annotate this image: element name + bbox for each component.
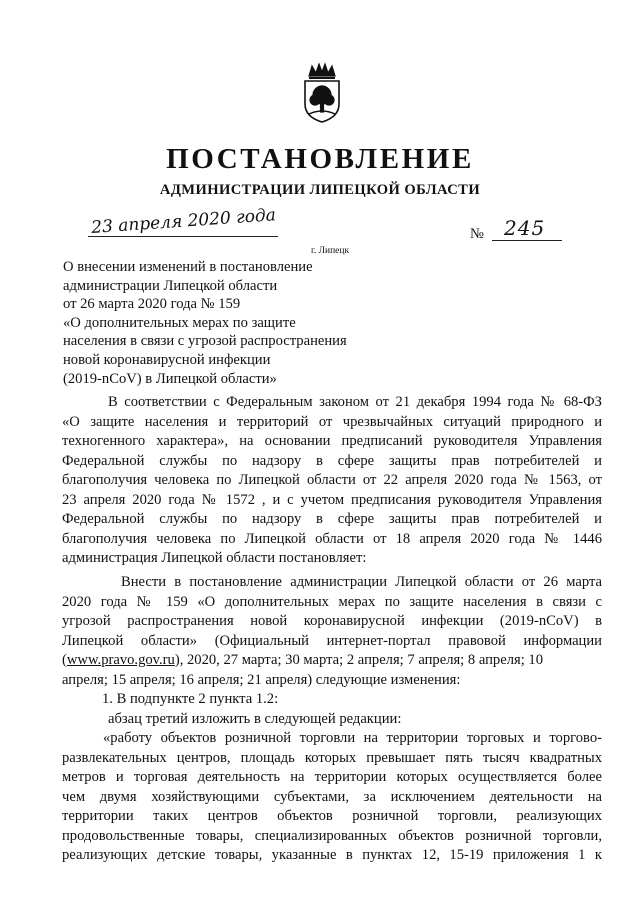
- preamble-line: администрация Липецкой области постановляет:: [62, 550, 367, 566]
- preamble-line: В соответствии с Федеральным законом от 21 декабря 1994 года № 68-ФЗ: [108, 394, 602, 410]
- subject-line: (2019-nCoV) в Липецкой области»: [63, 370, 277, 387]
- subject-line: населения в связи с угрозой распространения: [63, 333, 347, 350]
- subject-line: «О дополнительных мерах по защите: [63, 314, 296, 331]
- city-label: г. Липецк: [311, 246, 350, 256]
- quote-line: продовольственные товары, специализированных объектов розничной торговли,: [62, 827, 602, 844]
- subject-line: от 26 марта 2020 года № 159: [63, 296, 241, 313]
- decree-line: 2020 года № 159 «О дополнительных мерах по защите населения в связи с: [62, 593, 602, 610]
- quote-line: реализующих детские товары, указанные в пунктах 12, 15-19 приложения 1 к: [62, 847, 602, 863]
- document-subtitle: АДМИНИСТРАЦИИ ЛИПЕЦКОЙ ОБЛАСТИ: [159, 182, 481, 198]
- quote-line: чем двумя хозяйствующими субъектами, за исключением деятельности на: [62, 788, 602, 805]
- handwritten-date: 23 апреля 2020 года: [90, 205, 277, 238]
- item-instruction: абзац третий изложить в следующей редакции:: [108, 710, 402, 727]
- quote-line: развлекательных центров, площадь которых превышает пять тысяч квадратных: [62, 749, 602, 766]
- preamble-line: 23 апреля 2020 года № 1572 , и с учетом предписания руководителя Управления: [62, 491, 602, 508]
- number-sign: №: [470, 226, 484, 242]
- subject-line: администрации Липецкой области: [63, 277, 278, 294]
- preamble-line: благополучия человека по Липецкой области от 22 апреля 2020 года № 1563, от: [62, 472, 602, 488]
- preamble-paragraph: [62, 393, 602, 569]
- decree-line-part: [62, 651, 543, 671]
- decree-line-rest: ), 2020, 27 марта; 30 марта; 2 апреля; 7 апреля; 8 апреля; 10: [174, 652, 543, 668]
- pravo-gov-link[interactable]: www.pravo.gov.ru: [66, 652, 175, 668]
- handwritten-number: 245: [504, 216, 546, 240]
- coat-of-arms-icon: [299, 62, 345, 124]
- quote-line: территории таких центров объектов розничной торговли, реализующих: [62, 808, 602, 824]
- preamble-line: благополучия человека по Липецкой области от 18 апреля 2020 года № 1446: [62, 530, 602, 547]
- decree-line: угрозой распространения новой коронавирусной инфекции (2019-nCoV) в: [62, 613, 602, 629]
- preamble-line: Федеральной службы по надзору в сфере защиты прав потребителей и: [62, 452, 602, 469]
- preamble-line: техногенного характера», на основании предписаний руководителя Управления: [62, 433, 602, 449]
- document-subject: [63, 258, 363, 388]
- subject-line: новой коронавирусной инфекции: [63, 351, 271, 368]
- decree-line: апреля; 15 апреля; 16 апреля; 21 апреля) следующие изменения:: [62, 671, 461, 688]
- paren-open: (: [62, 652, 67, 668]
- decree-section: [62, 573, 602, 866]
- number-underline: [492, 240, 562, 241]
- decree-line: Липецкой области» (Официальный интернет-портал правовой информации: [62, 632, 602, 649]
- preamble-line: Федеральной службы по надзору в сфере защиты прав потребителей и: [62, 511, 602, 527]
- decree-line: Внести в постановление администрации Липецкой области от 26 марта: [121, 574, 602, 590]
- item-heading: 1. В подпункте 2 пункта 1.2:: [102, 691, 279, 707]
- subject-line: О внесении изменений в постановление: [63, 259, 313, 275]
- quote-line: метров и торговая деятельность на территории которых осуществляется более: [62, 769, 602, 785]
- date-underline: [88, 236, 278, 237]
- decree-line: [62, 651, 602, 671]
- quote-line: «работу объектов розничной торговли на территории торговых и торгово-: [103, 730, 602, 746]
- document-title: ПОСТАНОВЛЕНИЕ: [166, 143, 474, 175]
- preamble-line: «О защите населения и территорий от чрезвычайных ситуаций природного и: [62, 413, 602, 430]
